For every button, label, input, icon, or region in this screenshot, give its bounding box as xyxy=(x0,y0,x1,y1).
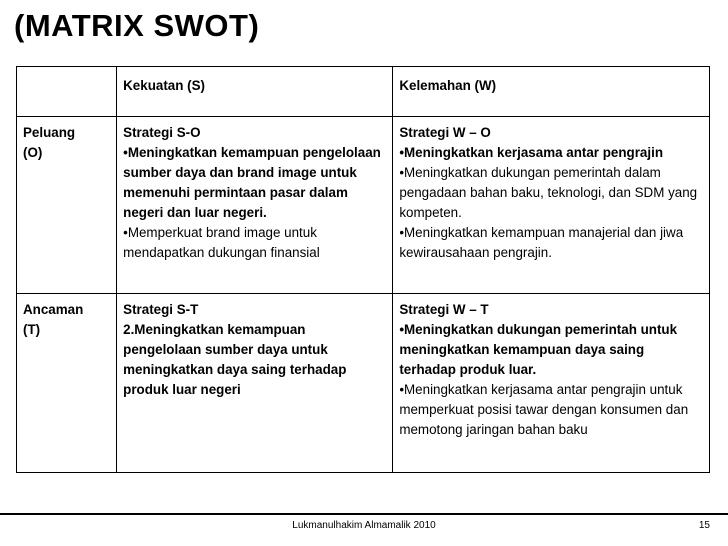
strategy-item: •Meningkatkan kerjasama antar pengrajin untuk memperkuat posisi tawar dengan konsumen dan memotong jaringan bahan baku xyxy=(399,382,689,437)
threat-row xyxy=(17,294,710,473)
footer-author: Lukmanulhakim Almamalik 2010 xyxy=(292,520,436,531)
row-label-line: Peluang xyxy=(23,125,76,140)
strategy-heading: Strategi W – T xyxy=(399,302,489,317)
strategy-wo-cell xyxy=(393,117,710,294)
row-label-line: Ancaman xyxy=(23,302,84,317)
row-label-line: (O) xyxy=(23,145,43,160)
opportunity-row xyxy=(17,117,710,294)
swot-matrix-table xyxy=(16,66,710,473)
strategy-heading: Strategi S-T xyxy=(123,302,199,317)
strategy-item: •Meningkatkan kemampuan manajerial dan jiwa kewirausahaan pengrajin. xyxy=(399,225,684,260)
header-weakness: Kelemahan (W) xyxy=(393,67,710,117)
table-header-row xyxy=(17,67,710,117)
strategy-item: •Meningkatkan kerjasama antar pengrajin xyxy=(399,145,663,160)
strategy-item: •Meningkatkan dukungan pemerintah untuk meningkatkan kemampuan daya saing terhadap produk luar. xyxy=(399,322,678,377)
strategy-item: •Meningkatkan dukungan pemerintah dalam pengadaan bahan baku, teknologi, dan SDM yang kompeten. xyxy=(399,165,698,220)
row-label-opportunity xyxy=(17,117,117,294)
strategy-st-cell xyxy=(117,294,393,473)
strategy-item: •Memperkuat brand image untuk mendapatkan dukungan finansial xyxy=(123,225,320,260)
empty-corner-cell xyxy=(17,67,117,117)
strategy-item: 2.Meningkatkan kemampuan pengelolaan sumber daya untuk meningkatkan daya saing terhadap produk luar negeri xyxy=(123,322,347,397)
strategy-wt-cell xyxy=(393,294,710,473)
strategy-heading: Strategi S-O xyxy=(123,125,201,140)
row-label-threat xyxy=(17,294,117,473)
row-label-line: (T) xyxy=(23,322,41,337)
strategy-item: •Meningkatkan kemampuan pengelolaan sumber daya dan brand image untuk memenuhi permintaan pasar dalam negeri dan luar negeri. xyxy=(123,145,381,220)
header-strength: Kekuatan (S) xyxy=(117,67,393,117)
slide-title: (MATRIX SWOT) xyxy=(14,8,260,43)
footer-page-number: 15 xyxy=(698,520,710,531)
footer-divider xyxy=(0,513,728,515)
strategy-heading: Strategi W – O xyxy=(399,125,491,140)
strategy-so-cell xyxy=(117,117,393,294)
